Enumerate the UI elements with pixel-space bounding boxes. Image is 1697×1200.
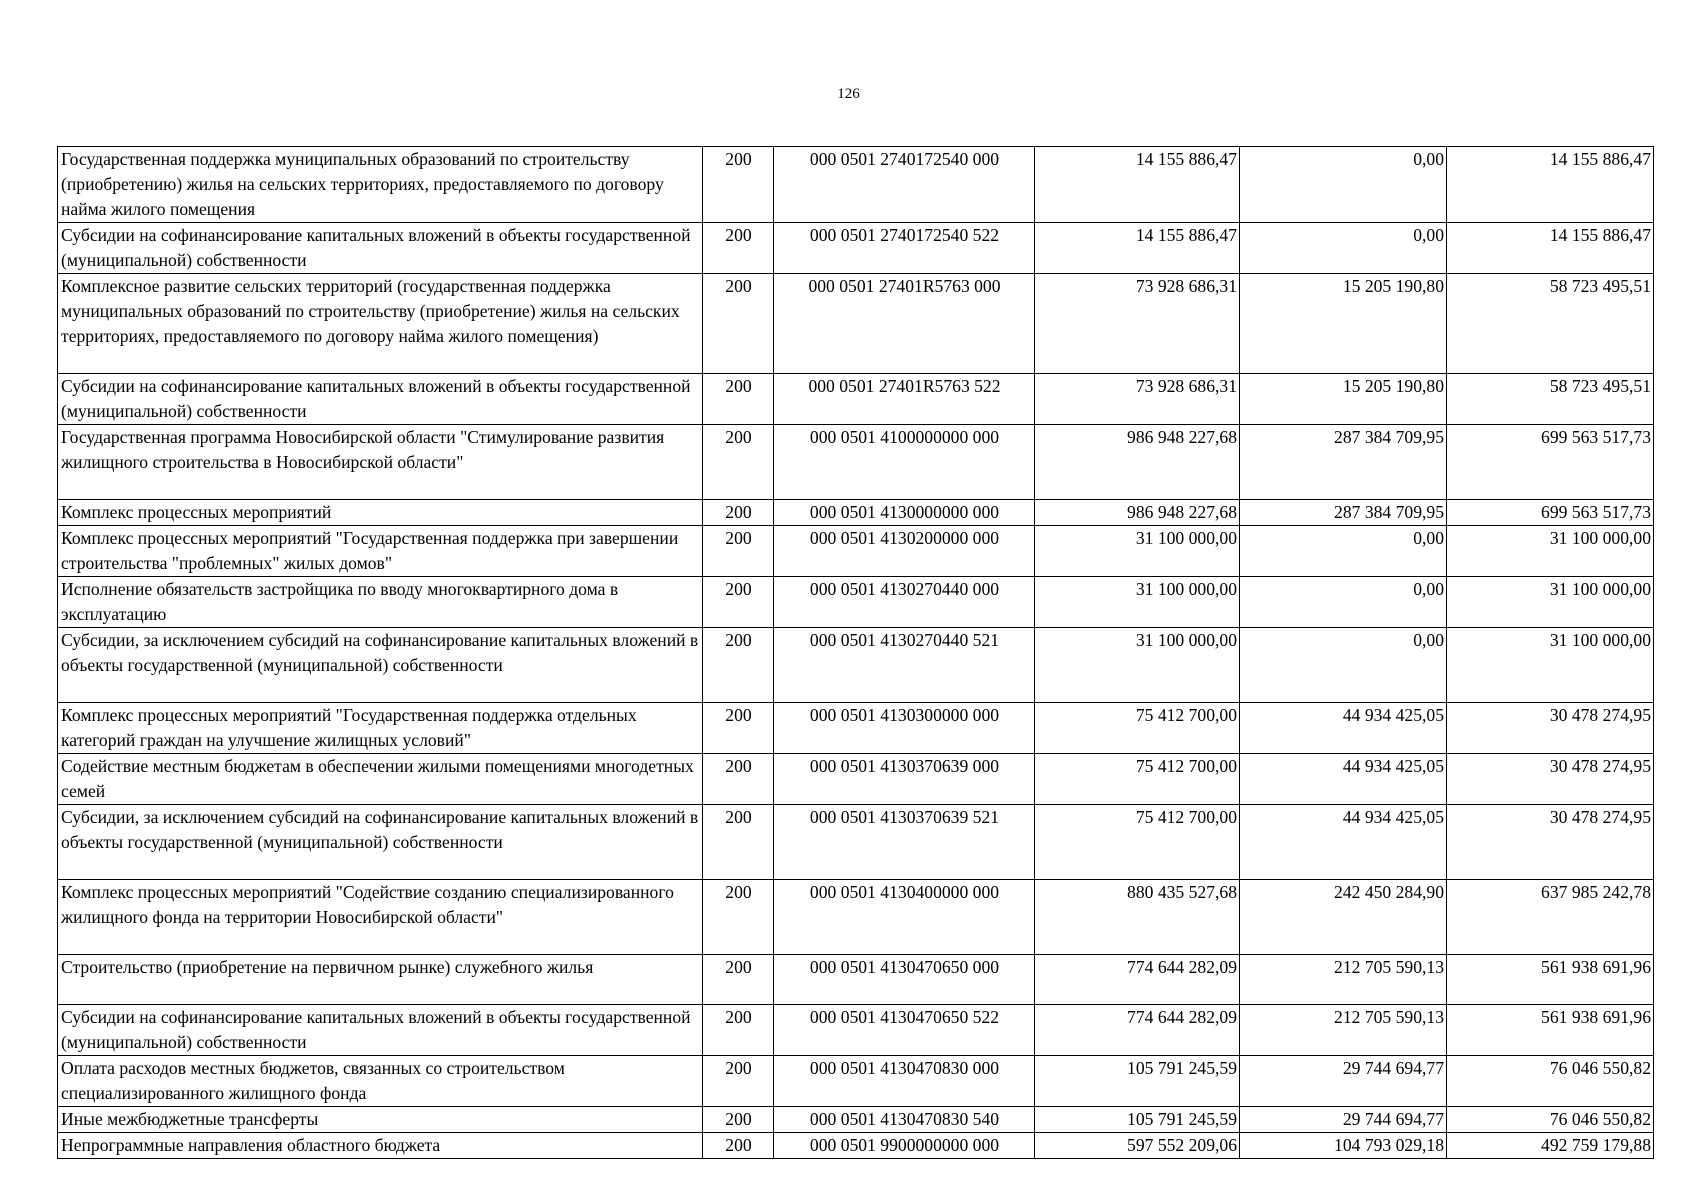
- row-code: 200: [703, 500, 774, 526]
- row-name: Комплекс процессных мероприятий "Содействие созданию специализированного жилищного фонда на территории Новосибирской области": [58, 880, 703, 955]
- row-code: 200: [703, 526, 774, 577]
- row-executed: 0,00: [1240, 223, 1447, 274]
- row-name: Исполнение обязательств застройщика по вводу многоквартирного дома в эксплуатацию: [58, 577, 703, 628]
- row-name: Субсидии, за исключением субсидий на софинансирование капитальных вложений в объекты государственной (муниципальной) собственности: [58, 805, 703, 880]
- row-approved: 75 412 700,00: [1035, 754, 1240, 805]
- row-approved: 14 155 886,47: [1035, 223, 1240, 274]
- row-code: 200: [703, 805, 774, 880]
- row-remaining: 561 938 691,96: [1447, 955, 1654, 1005]
- row-approved: 774 644 282,09: [1035, 1005, 1240, 1056]
- row-approved: 986 948 227,68: [1035, 425, 1240, 500]
- row-kbk: 000 0501 4130470830 000: [774, 1056, 1035, 1107]
- row-code: 200: [703, 425, 774, 500]
- row-kbk: 000 0501 4130200000 000: [774, 526, 1035, 577]
- table-row: [58, 955, 1654, 1005]
- row-remaining: 637 985 242,78: [1447, 880, 1654, 955]
- page-number: 126: [837, 86, 860, 102]
- row-approved: 597 552 209,06: [1035, 1133, 1240, 1159]
- table-row: [58, 526, 1654, 577]
- row-remaining: 30 478 274,95: [1447, 703, 1654, 754]
- row-name: Субсидии на софинансирование капитальных вложений в объекты государственной (муниципальной) собственности: [58, 1005, 703, 1056]
- row-executed: 15 205 190,80: [1240, 274, 1447, 374]
- row-code: 200: [703, 880, 774, 955]
- row-approved: 880 435 527,68: [1035, 880, 1240, 955]
- row-approved: 75 412 700,00: [1035, 805, 1240, 880]
- row-code: 200: [703, 1056, 774, 1107]
- row-name: Комплекс процессных мероприятий "Государственная поддержка отдельных категорий граждан на улучшение жилищных условий": [58, 703, 703, 754]
- table-row: [58, 1005, 1654, 1056]
- row-approved: 31 100 000,00: [1035, 526, 1240, 577]
- row-kbk: 000 0501 4100000000 000: [774, 425, 1035, 500]
- table-row: [58, 1107, 1654, 1133]
- row-kbk: 000 0501 4130000000 000: [774, 500, 1035, 526]
- row-remaining: 492 759 179,88: [1447, 1133, 1654, 1159]
- table-row: [58, 1056, 1654, 1107]
- table-row: [58, 425, 1654, 500]
- row-remaining: 76 046 550,82: [1447, 1107, 1654, 1133]
- table-row: [58, 577, 1654, 628]
- row-code: 200: [703, 628, 774, 703]
- row-code: 200: [703, 223, 774, 274]
- row-kbk: 000 0501 4130300000 000: [774, 703, 1035, 754]
- row-executed: 104 793 029,18: [1240, 1133, 1447, 1159]
- row-name: Государственная программа Новосибирской области "Стимулирование развития жилищного строительства в Новосибирской области": [58, 425, 703, 500]
- row-remaining: 31 100 000,00: [1447, 526, 1654, 577]
- row-executed: 15 205 190,80: [1240, 374, 1447, 425]
- row-code: 200: [703, 703, 774, 754]
- budget-table: [57, 146, 1654, 1159]
- row-executed: 44 934 425,05: [1240, 805, 1447, 880]
- row-name: Государственная поддержка муниципальных образований по строительству (приобретению) жилья на сельских территориях, предоставляемого по договору найма жилого помещения: [58, 147, 703, 223]
- row-kbk: 000 0501 4130270440 000: [774, 577, 1035, 628]
- row-approved: 31 100 000,00: [1035, 577, 1240, 628]
- row-remaining: 30 478 274,95: [1447, 754, 1654, 805]
- table-row: [58, 628, 1654, 703]
- row-remaining: 14 155 886,47: [1447, 147, 1654, 223]
- row-kbk: 000 0501 27401R5763 522: [774, 374, 1035, 425]
- row-name: Субсидии на софинансирование капитальных вложений в объекты государственной (муниципальной) собственности: [58, 374, 703, 425]
- row-name: Комплекс процессных мероприятий "Государственная поддержка при завершении строительства "проблемных" жилых домов": [58, 526, 703, 577]
- row-approved: 73 928 686,31: [1035, 274, 1240, 374]
- row-kbk: 000 0501 4130370639 000: [774, 754, 1035, 805]
- row-code: 200: [703, 955, 774, 1005]
- table-row: [58, 500, 1654, 526]
- row-executed: 212 705 590,13: [1240, 955, 1447, 1005]
- row-executed: 0,00: [1240, 147, 1447, 223]
- row-executed: 0,00: [1240, 577, 1447, 628]
- row-name: Непрограммные направления областного бюджета: [58, 1133, 703, 1159]
- row-approved: 14 155 886,47: [1035, 147, 1240, 223]
- row-executed: 287 384 709,95: [1240, 425, 1447, 500]
- row-name: Содействие местным бюджетам в обеспечении жилыми помещениями многодетных семей: [58, 754, 703, 805]
- row-executed: 242 450 284,90: [1240, 880, 1447, 955]
- row-remaining: 31 100 000,00: [1447, 577, 1654, 628]
- row-code: 200: [703, 274, 774, 374]
- table-row: [58, 147, 1654, 223]
- row-remaining: 699 563 517,73: [1447, 425, 1654, 500]
- row-approved: 31 100 000,00: [1035, 628, 1240, 703]
- row-executed: 29 744 694,77: [1240, 1107, 1447, 1133]
- row-executed: 44 934 425,05: [1240, 703, 1447, 754]
- row-approved: 105 791 245,59: [1035, 1107, 1240, 1133]
- row-kbk: 000 0501 9900000000 000: [774, 1133, 1035, 1159]
- row-code: 200: [703, 147, 774, 223]
- row-name: Комплексное развитие сельских территорий (государственная поддержка муниципальных образований по строительству (приобретение) жилья на сельских территориях, предоставляемого по договору найма жилого помещения): [58, 274, 703, 374]
- row-approved: 105 791 245,59: [1035, 1056, 1240, 1107]
- row-remaining: 76 046 550,82: [1447, 1056, 1654, 1107]
- row-kbk: 000 0501 4130400000 000: [774, 880, 1035, 955]
- row-kbk: 000 0501 4130270440 521: [774, 628, 1035, 703]
- row-executed: 287 384 709,95: [1240, 500, 1447, 526]
- row-code: 200: [703, 577, 774, 628]
- table-row: [58, 805, 1654, 880]
- row-name: Строительство (приобретение на первичном рынке) служебного жилья: [58, 955, 703, 1005]
- row-kbk: 000 0501 4130470830 540: [774, 1107, 1035, 1133]
- row-executed: 0,00: [1240, 628, 1447, 703]
- row-code: 200: [703, 1005, 774, 1056]
- row-executed: 0,00: [1240, 526, 1447, 577]
- table-row: [58, 880, 1654, 955]
- row-remaining: 31 100 000,00: [1447, 628, 1654, 703]
- row-kbk: 000 0501 2740172540 000: [774, 147, 1035, 223]
- row-approved: 73 928 686,31: [1035, 374, 1240, 425]
- row-executed: 29 744 694,77: [1240, 1056, 1447, 1107]
- table-row: [58, 1133, 1654, 1159]
- row-code: 200: [703, 754, 774, 805]
- row-executed: 44 934 425,05: [1240, 754, 1447, 805]
- row-approved: 986 948 227,68: [1035, 500, 1240, 526]
- row-remaining: 699 563 517,73: [1447, 500, 1654, 526]
- row-kbk: 000 0501 4130470650 000: [774, 955, 1035, 1005]
- row-code: 200: [703, 374, 774, 425]
- table-row: [58, 274, 1654, 374]
- row-name: Иные межбюджетные трансферты: [58, 1107, 703, 1133]
- row-name: Субсидии, за исключением субсидий на софинансирование капитальных вложений в объекты государственной (муниципальной) собственности: [58, 628, 703, 703]
- row-kbk: 000 0501 27401R5763 000: [774, 274, 1035, 374]
- row-remaining: 14 155 886,47: [1447, 223, 1654, 274]
- row-name: Комплекс процессных мероприятий: [58, 500, 703, 526]
- row-remaining: 561 938 691,96: [1447, 1005, 1654, 1056]
- row-code: 200: [703, 1107, 774, 1133]
- row-kbk: 000 0501 4130470650 522: [774, 1005, 1035, 1056]
- row-approved: 75 412 700,00: [1035, 703, 1240, 754]
- row-name: Субсидии на софинансирование капитальных вложений в объекты государственной (муниципальной) собственности: [58, 223, 703, 274]
- row-name: Оплата расходов местных бюджетов, связанных со строительством специализированного жилищного фонда: [58, 1056, 703, 1107]
- row-executed: 212 705 590,13: [1240, 1005, 1447, 1056]
- row-remaining: 30 478 274,95: [1447, 805, 1654, 880]
- row-kbk: 000 0501 2740172540 522: [774, 223, 1035, 274]
- table-row: [58, 754, 1654, 805]
- table-row: [58, 703, 1654, 754]
- row-kbk: 000 0501 4130370639 521: [774, 805, 1035, 880]
- row-remaining: 58 723 495,51: [1447, 274, 1654, 374]
- row-code: 200: [703, 1133, 774, 1159]
- table-row: [58, 374, 1654, 425]
- row-remaining: 58 723 495,51: [1447, 374, 1654, 425]
- table-row: [58, 223, 1654, 274]
- row-approved: 774 644 282,09: [1035, 955, 1240, 1005]
